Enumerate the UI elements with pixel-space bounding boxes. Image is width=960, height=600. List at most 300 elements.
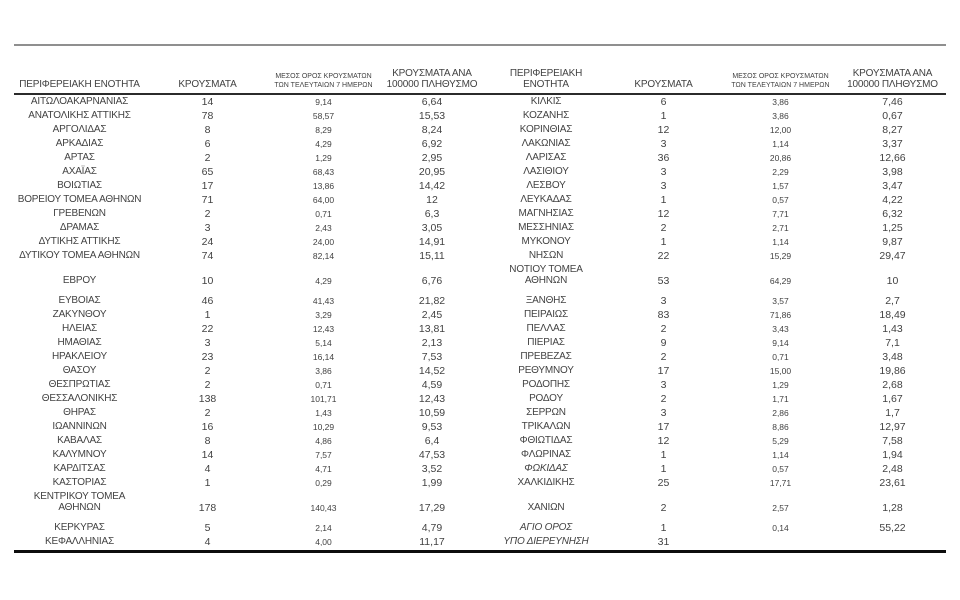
cases-value-right: 3 — [660, 138, 667, 150]
cases-value-left: 5 — [204, 522, 211, 534]
avg7-value-right: 15,00 — [769, 366, 792, 376]
region-cell-left — [14, 180, 145, 192]
cases-value-right: 1 — [660, 522, 667, 534]
per100k-value-right: 7,58 — [882, 435, 903, 447]
region-name-left: ΗΜΑΘΙΑΣ — [57, 337, 102, 348]
region-name-left: ΒΟΙΩΤΙΑΣ — [57, 180, 102, 191]
region-cell-left — [14, 166, 145, 178]
table-row — [14, 476, 946, 490]
region-cell-left — [14, 393, 145, 405]
table-row — [14, 448, 946, 462]
region-name-left: ΑΡΤΑΣ — [64, 152, 95, 163]
per100k-value-right: 1,28 — [882, 501, 903, 514]
cases-value-right: 1 — [660, 110, 667, 122]
region-cell-right — [487, 503, 605, 514]
avg7-value-right: 1,14 — [772, 237, 789, 247]
avg7-value-left: 4,00 — [315, 537, 332, 547]
per100k-value-left: 47,53 — [418, 449, 446, 461]
per100k-value-left: 7,53 — [421, 351, 443, 363]
region-name-left: ΑΧΑΪΑΣ — [62, 166, 97, 177]
region-name-right: ΛΑΣΙΘΙΟΥ — [523, 166, 569, 177]
region-name-left: ΒΟΡΕΙΟΥ ΤΟΜΕΑ ΑΘΗΝΩΝ — [17, 194, 142, 205]
per100k-value-left: 6,64 — [421, 96, 443, 108]
table-header-row — [14, 46, 946, 95]
region-name-right: ΠΙΕΡΙΑΣ — [527, 337, 565, 348]
region-cell-right — [487, 463, 605, 475]
cases-value-right: 12 — [657, 435, 670, 447]
avg7-value-left: 3,86 — [315, 366, 332, 376]
cases-value-left: 2 — [204, 365, 211, 377]
cases-value-right: 12 — [657, 124, 670, 136]
region-cell-right — [487, 536, 605, 548]
cases-value-left: 1 — [204, 477, 211, 489]
cases-value-right: 1 — [660, 194, 667, 206]
per100k-value-left: 14,52 — [418, 365, 446, 377]
per100k-value-left: 4,79 — [421, 522, 443, 534]
per100k-value-left: 6,3 — [424, 208, 440, 220]
cases-value-right: 3 — [660, 180, 667, 192]
region-cell-left — [14, 124, 145, 136]
cases-value-right: 2 — [660, 501, 667, 514]
avg7-value-right: 2,29 — [772, 167, 789, 177]
cases-value-right: 83 — [657, 309, 670, 321]
region-cell-right — [487, 265, 605, 286]
header-per100k-right-label: ΚΡΟΥΣΜΑΤΑ ΑΝΑ 100000 ΠΛΗΘΥΣΜΟ — [847, 68, 938, 90]
cases-value-right: 17 — [657, 365, 670, 377]
per100k-value-left: 15,11 — [419, 250, 445, 262]
region-cell-right — [487, 337, 605, 349]
avg7-value-right: 12,00 — [769, 125, 792, 135]
cases-value-left: 71 — [201, 194, 214, 206]
avg7-value-left: 4,29 — [315, 275, 332, 286]
region-cell-left — [14, 463, 145, 475]
region-name-left: ΖΑΚΥΝΘΟΥ — [52, 309, 107, 320]
cases-value-left: 2 — [204, 379, 211, 391]
region-cell-left — [14, 522, 145, 534]
per100k-value-right: 7,1 — [885, 337, 900, 349]
region-name-right: ΠΡΕΒΕΖΑΣ — [520, 351, 572, 362]
cases-value-right: 2 — [660, 222, 667, 234]
per100k-value-left: 11,17 — [419, 536, 445, 548]
region-name-right: ΦΛΩΡΙΝΑΣ — [520, 449, 572, 460]
per100k-value-right: 23,61 — [879, 477, 906, 489]
avg7-value-right: 2,86 — [772, 408, 789, 418]
per100k-value-right: 3,37 — [882, 138, 903, 150]
cases-value-right: 3 — [660, 166, 667, 178]
avg7-value-left: 4,29 — [315, 139, 332, 149]
cases-value-left: 138 — [198, 393, 217, 405]
avg7-value-right: 1,14 — [772, 450, 789, 460]
region-cell-left — [14, 351, 145, 363]
per100k-value-left: 17,29 — [418, 501, 446, 514]
avg7-value-right: 0,71 — [772, 352, 789, 362]
table-row — [14, 434, 946, 448]
region-cell-right — [487, 96, 605, 108]
region-name-right: ΛΕΥΚΑΔΑΣ — [520, 194, 572, 205]
per100k-value-left: 2,95 — [421, 152, 443, 164]
header-cases-left — [145, 79, 270, 90]
avg7-value-left: 41,43 — [312, 296, 335, 306]
region-cell-left — [14, 492, 145, 513]
avg7-value-left: 101,71 — [310, 394, 337, 404]
avg7-value-right: 1,14 — [772, 139, 789, 149]
region-name-left: ΑΝΑΤΟΛΙΚΗΣ ΑΤΤΙΚΗΣ — [28, 110, 131, 121]
region-cell-left — [14, 96, 145, 108]
cases-value-right: 31 — [657, 536, 670, 548]
table-row — [14, 165, 946, 179]
cases-value-left: 3 — [204, 337, 211, 349]
region-cell-right — [487, 477, 605, 489]
cases-value-right: 36 — [657, 152, 670, 164]
avg7-value-right: 2,57 — [772, 502, 789, 513]
cases-value-left: 65 — [201, 166, 214, 178]
table-row — [14, 151, 946, 165]
region-cell-left — [14, 379, 145, 391]
header-avg7-right-label: ΜΕΣΟΣ ΟΡΟΣ ΚΡΟΥΣΜΑΤΩΝ ΤΩΝ ΤΕΛΕΥΤΑΙΩΝ 7 ΗΜΕΡΩΝ — [731, 73, 830, 89]
header-avg7-left — [270, 73, 377, 90]
region-cell-right — [487, 407, 605, 419]
table-row — [14, 350, 946, 364]
per100k-value-left: 21,82 — [418, 295, 446, 307]
region-name-left: ΘΕΣΠΡΩΤΙΑΣ — [48, 379, 111, 390]
region-cell-right — [487, 393, 605, 405]
region-cell-left — [14, 250, 145, 262]
region-cell-right — [487, 522, 605, 534]
region-cell-left — [14, 152, 145, 164]
per100k-value-right: 55,22 — [879, 522, 906, 534]
per100k-value-right: 3,98 — [882, 166, 903, 178]
region-name-right: ΑΓΙΟ ΟΡΟΣ — [519, 522, 573, 533]
region-name-left: ΚΑΣΤΟΡΙΑΣ — [52, 477, 107, 488]
cases-value-left: 4 — [204, 463, 211, 475]
avg7-value-left: 13,86 — [312, 181, 335, 191]
region-cell-left — [14, 276, 145, 287]
region-name-left: ΑΙΤΩΛΟΑΚΑΡΝΑΝΙΑΣ — [30, 96, 129, 107]
avg7-value-left: 1,43 — [315, 408, 332, 418]
cases-value-left: 10 — [201, 274, 214, 287]
region-cell-left — [14, 337, 145, 349]
per100k-value-left: 9,53 — [421, 421, 443, 433]
per100k-value-right: 8,27 — [882, 124, 903, 136]
per100k-value-right: 1,94 — [882, 449, 903, 461]
per100k-value-right: 7,46 — [882, 96, 903, 108]
header-avg7-right — [722, 73, 839, 90]
avg7-value-right: 7,71 — [772, 209, 789, 219]
cases-value-left: 6 — [204, 138, 211, 150]
regional-cases-table — [14, 44, 946, 553]
per100k-value-right: 12,66 — [879, 152, 906, 164]
header-per100k-right — [839, 68, 946, 90]
cases-value-right: 9 — [660, 337, 667, 349]
region-name-right: ΡΟΔΟΠΗΣ — [522, 379, 570, 390]
cases-value-right: 3 — [660, 407, 667, 419]
per100k-value-left: 3,05 — [421, 222, 443, 234]
region-name-left: ΘΕΣΣΑΛΟΝΙΚΗΣ — [41, 393, 118, 404]
cases-value-right: 1 — [660, 236, 667, 248]
avg7-value-left: 58,57 — [312, 111, 335, 121]
table-row — [14, 179, 946, 193]
region-name-right: ΛΑΚΩΝΙΑΣ — [521, 138, 571, 149]
per100k-value-left: 6,92 — [421, 138, 443, 150]
region-name-right: ΠΕΙΡΑΙΩΣ — [523, 309, 569, 320]
avg7-value-left: 64,00 — [312, 195, 335, 205]
avg7-value-left: 2,43 — [315, 223, 332, 233]
cases-value-right: 1 — [660, 449, 667, 461]
region-cell-right — [487, 323, 605, 335]
table-row — [14, 137, 946, 151]
avg7-value-right: 1,57 — [772, 181, 789, 191]
region-cell-right — [487, 351, 605, 363]
region-cell-left — [14, 208, 145, 220]
region-name-right: ΝΟΤΙΟΥ ΤΟΜΕΑ ΑΘΗΝΩΝ — [509, 264, 583, 286]
table-row — [14, 378, 946, 392]
cases-value-right: 2 — [660, 393, 667, 405]
table-row — [14, 521, 946, 535]
cases-value-left: 46 — [201, 295, 214, 307]
cases-value-left: 78 — [201, 110, 214, 122]
region-name-right: ΚΙΛΚΙΣ — [530, 96, 562, 107]
cases-value-left: 22 — [201, 323, 214, 335]
region-cell-right — [487, 435, 605, 447]
table-row — [14, 221, 946, 235]
per100k-value-left: 3,52 — [421, 463, 443, 475]
header-per100k-left — [377, 68, 487, 90]
per100k-value-right: 18,49 — [879, 309, 906, 321]
avg7-value-left: 12,43 — [312, 324, 335, 334]
region-cell-left — [14, 236, 145, 248]
per100k-value-right: 9,87 — [882, 236, 903, 248]
per100k-value-left: 2,45 — [421, 309, 443, 321]
region-cell-right — [487, 295, 605, 307]
cases-value-left: 2 — [204, 407, 211, 419]
region-name-left: ΔΥΤΙΚΗΣ ΑΤΤΙΚΗΣ — [38, 236, 121, 247]
per100k-value-left: 6,76 — [421, 274, 443, 287]
per100k-value-left: 6,4 — [424, 435, 440, 447]
cases-value-left: 14 — [201, 449, 214, 461]
cases-value-left: 2 — [204, 208, 211, 220]
per100k-value-right: 2,68 — [882, 379, 903, 391]
avg7-value-left: 1,29 — [315, 153, 332, 163]
region-name-left: ΔΥΤΙΚΟΥ ΤΟΜΕΑ ΑΘΗΝΩΝ — [19, 250, 140, 261]
per100k-value-right: 19,86 — [879, 365, 906, 377]
region-cell-left — [14, 477, 145, 489]
region-cell-right — [487, 250, 605, 262]
avg7-value-right: 9,14 — [772, 338, 789, 348]
avg7-value-left: 0,71 — [315, 209, 332, 219]
avg7-value-left: 68,43 — [312, 167, 335, 177]
per100k-value-left: 2,13 — [421, 337, 443, 349]
region-name-right: ΝΗΣΩΝ — [528, 250, 564, 261]
region-name-right: ΧΑΝΙΩΝ — [527, 501, 565, 513]
avg7-value-left: 0,29 — [315, 478, 332, 488]
region-cell-right — [487, 110, 605, 122]
table-row — [14, 490, 946, 514]
per100k-value-right: 4,22 — [882, 194, 903, 206]
header-region-right-label: ΠΕΡΙΦΕΡΕΙΑΚΗ ΕΝΟΤΗΤΑ — [509, 68, 583, 90]
avg7-value-right: 5,29 — [772, 436, 789, 446]
region-name-left: ΗΡΑΚΛΕΙΟΥ — [52, 351, 107, 362]
region-name-right: ΜΥΚΟΝΟΥ — [521, 236, 571, 247]
avg7-value-left: 4,71 — [315, 464, 332, 474]
region-name-left: ΓΡΕΒΕΝΩΝ — [53, 208, 106, 219]
cases-value-right: 17 — [657, 421, 670, 433]
region-name-left: ΘΑΣΟΥ — [62, 365, 97, 376]
avg7-value-left: 3,29 — [315, 310, 332, 320]
cases-value-left: 16 — [201, 421, 214, 433]
cases-value-right: 1 — [660, 463, 667, 475]
table-row — [14, 392, 946, 406]
cases-value-right: 25 — [657, 477, 670, 489]
avg7-value-right: 8,86 — [772, 422, 789, 432]
per100k-value-right: 1,25 — [882, 222, 903, 234]
region-cell-left — [14, 449, 145, 461]
avg7-value-left: 82,14 — [312, 251, 335, 261]
cases-value-right: 3 — [660, 379, 667, 391]
avg7-value-left: 140,43 — [310, 502, 337, 513]
per100k-value-right: 10 — [886, 274, 899, 287]
avg7-value-right: 64,29 — [769, 275, 792, 286]
per100k-value-left: 15,53 — [418, 110, 446, 122]
avg7-value-right: 0,57 — [772, 195, 789, 205]
cases-value-right: 53 — [657, 274, 670, 287]
table-row — [14, 123, 946, 137]
cases-value-left: 3 — [204, 222, 211, 234]
region-cell-right — [487, 421, 605, 433]
header-cases-left-label: ΚΡΟΥΣΜΑΤΑ — [178, 79, 237, 90]
region-name-right: ΧΑΛΚΙΔΙΚΗΣ — [517, 477, 575, 488]
region-cell-right — [487, 222, 605, 234]
avg7-value-right: 17,71 — [769, 478, 792, 488]
header-cases-right — [605, 79, 722, 90]
avg7-value-right: 1,71 — [772, 394, 789, 404]
table-row — [14, 462, 946, 476]
avg7-value-left: 8,29 — [315, 125, 332, 135]
table-row — [14, 322, 946, 336]
region-name-right: ΛΑΡΙΣΑΣ — [525, 152, 567, 163]
per100k-value-right: 2,48 — [882, 463, 903, 475]
avg7-value-right: 3,86 — [772, 111, 789, 121]
region-name-right: ΚΟΖΑΝΗΣ — [522, 110, 570, 121]
per100k-value-right: 0,67 — [882, 110, 903, 122]
region-cell-right — [487, 124, 605, 136]
cases-value-right: 3 — [660, 295, 667, 307]
per100k-value-left: 10,59 — [418, 407, 446, 419]
region-name-right: ΠΕΛΛΑΣ — [526, 323, 566, 334]
per100k-value-right: 1,7 — [885, 407, 900, 419]
cases-value-right: 12 — [657, 208, 670, 220]
cases-value-right: 2 — [660, 351, 667, 363]
avg7-value-left: 16,14 — [312, 352, 335, 362]
region-name-right: ΜΑΓΝΗΣΙΑΣ — [518, 208, 574, 219]
region-name-right: ΡΟΔΟΥ — [529, 393, 563, 404]
table-body — [14, 95, 946, 549]
table-row — [14, 535, 946, 549]
cases-value-right: 2 — [660, 323, 667, 335]
table-row — [14, 207, 946, 221]
region-cell-right — [487, 152, 605, 164]
region-cell-left — [14, 138, 145, 150]
per100k-value-left: 14,42 — [418, 180, 446, 192]
region-name-left: ΚΕΝΤΡΙΚΟΥ ΤΟΜΕΑ ΑΘΗΝΩΝ — [33, 491, 126, 513]
table-row — [14, 249, 946, 263]
avg7-value-left: 5,14 — [315, 338, 332, 348]
avg7-value-left: 7,57 — [315, 450, 332, 460]
region-cell-left — [14, 309, 145, 321]
table-row — [14, 263, 946, 287]
avg7-value-right: 0,14 — [772, 523, 789, 533]
avg7-value-right: 0,57 — [772, 464, 789, 474]
cases-value-left: 8 — [204, 124, 211, 136]
table-row — [14, 308, 946, 322]
per100k-value-left: 12 — [426, 194, 438, 206]
cases-value-left: 1 — [204, 309, 211, 321]
cases-value-left: 14 — [201, 96, 214, 108]
region-name-right: ΦΘΙΩΤΙΔΑΣ — [519, 435, 573, 446]
bottom-divider — [14, 550, 946, 553]
region-name-left: ΗΛΕΙΑΣ — [61, 323, 97, 334]
table-row — [14, 193, 946, 207]
per100k-value-right: 3,48 — [882, 351, 903, 363]
avg7-value-left: 4,86 — [315, 436, 332, 446]
region-name-right: ΥΠΟ ΔΙΕΡΕΥΝΗΣΗ — [503, 536, 589, 547]
cases-value-left: 8 — [204, 435, 211, 447]
per100k-value-right: 6,32 — [882, 208, 903, 220]
region-name-left: ΕΒΡΟΥ — [62, 274, 97, 286]
region-name-left: ΚΑΛΥΜΝΟΥ — [52, 449, 107, 460]
header-region-left — [14, 79, 145, 90]
per100k-value-right: 1,43 — [882, 323, 903, 335]
region-cell-left — [14, 194, 145, 206]
table-row — [14, 294, 946, 308]
cases-value-left: 23 — [201, 351, 214, 363]
region-name-right: ΦΩΚΙΔΑΣ — [524, 463, 568, 474]
region-cell-left — [14, 222, 145, 234]
cases-value-left: 74 — [201, 250, 214, 262]
region-cell-right — [487, 194, 605, 206]
region-name-left: ΙΩΑΝΝΙΝΩΝ — [52, 421, 107, 432]
region-cell-right — [487, 449, 605, 461]
region-cell-right — [487, 180, 605, 192]
region-name-left: ΚΑΡΔΙΤΣΑΣ — [53, 463, 106, 474]
cases-value-left: 178 — [198, 501, 217, 514]
region-name-left: ΑΡΚΑΔΙΑΣ — [55, 138, 104, 149]
header-region-left-label: ΠΕΡΙΦΕΡΕΙΑΚΗ ΕΝΟΤΗΤΑ — [19, 79, 140, 90]
table-row — [14, 364, 946, 378]
region-cell-right — [487, 208, 605, 220]
avg7-value-left: 10,29 — [312, 422, 335, 432]
avg7-value-left: 2,14 — [315, 523, 332, 533]
region-cell-left — [14, 407, 145, 419]
per100k-value-left: 4,59 — [421, 379, 443, 391]
region-name-right: ΚΟΡΙΝΘΙΑΣ — [519, 124, 573, 135]
table-row — [14, 235, 946, 249]
per100k-value-left: 13,81 — [418, 323, 446, 335]
header-cases-right-label: ΚΡΟΥΣΜΑΤΑ — [634, 79, 693, 90]
region-cell-left — [14, 323, 145, 335]
per100k-value-left: 8,24 — [421, 124, 443, 136]
region-name-left: ΔΡΑΜΑΣ — [59, 222, 100, 233]
table-row — [14, 336, 946, 350]
region-name-right: ΤΡΙΚΑΛΩΝ — [521, 421, 571, 432]
region-name-right: ΣΕΡΡΩΝ — [526, 407, 566, 418]
avg7-value-right: 3,57 — [772, 296, 789, 306]
table-row — [14, 406, 946, 420]
per100k-value-left: 12,43 — [418, 393, 446, 405]
avg7-value-right: 71,86 — [769, 310, 792, 320]
avg7-value-left: 24,00 — [312, 237, 335, 247]
region-cell-right — [487, 236, 605, 248]
cases-value-left: 17 — [201, 180, 214, 192]
